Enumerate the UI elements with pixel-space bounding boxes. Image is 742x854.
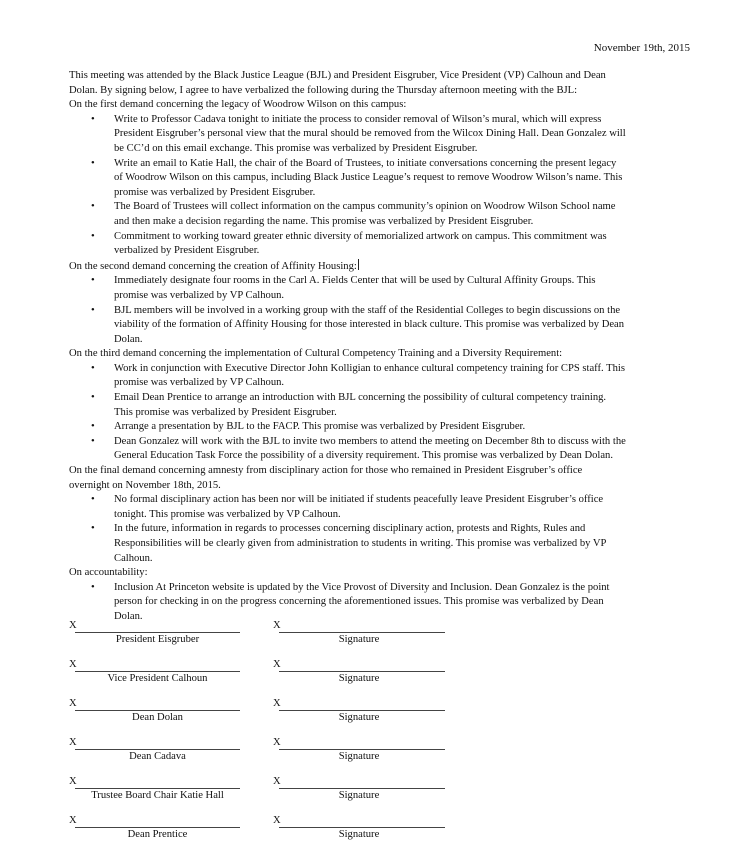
signature-line[interactable] [279, 632, 445, 633]
x-mark: X [273, 737, 281, 748]
list-item [69, 274, 694, 303]
item-line: promise was verbalized by President Eisgruber. [114, 186, 316, 198]
signer-name: Vice President Calhoun [107, 673, 208, 684]
section-accountability [69, 566, 694, 624]
signature-row [69, 620, 479, 659]
list-item [69, 581, 694, 625]
signature-label: Signature [338, 751, 380, 762]
signature-row [69, 815, 479, 854]
item-line: • In the future, information in regards to processes concerning disciplinary action, protests and Rights, Rules and [114, 523, 586, 535]
list-item [69, 435, 694, 464]
signer-name: Dean Dolan [132, 712, 183, 723]
section-heading [69, 259, 694, 275]
x-mark: X [273, 698, 281, 709]
signature-label: Signature [338, 712, 380, 723]
signature-label: Signature [338, 634, 380, 645]
section-second-demand [69, 259, 694, 348]
x-mark: X [273, 620, 281, 631]
x-mark: X [69, 698, 77, 709]
signature-block [69, 620, 479, 854]
signature-label: Signature [338, 673, 380, 684]
list-item [69, 157, 694, 201]
signature-line[interactable] [75, 788, 240, 789]
list-item [69, 493, 694, 522]
item-line: This promise was verbalized by President Eisgruber. [114, 406, 337, 418]
item-line: • BJL members will be involved in a working group with the staff of the Residential Colleges to begin discussions on the [114, 304, 621, 316]
item-line: • Arrange a presentation by BJL to the FACP. This promise was verbalized by President Eisgruber. [114, 421, 526, 433]
signature-line[interactable] [279, 671, 445, 672]
document-date: November 19th, 2015 [593, 42, 690, 54]
bullet-list [69, 113, 694, 259]
signer-name: Trustee Board Chair Katie Hall [91, 790, 224, 801]
signature-line[interactable] [279, 788, 445, 789]
signature-line[interactable] [75, 671, 240, 672]
item-line: • Inclusion At Princeton website is updated by the Vice Provost of Diversity and Inclusion. Dean Gonzalez is the point [114, 581, 610, 593]
list-item [69, 230, 694, 259]
bullet-list [69, 581, 694, 625]
item-line: • Work in conjunction with Executive Director John Kolligian to enhance cultural competency training for CPS staff. This [114, 362, 625, 374]
text-cursor [358, 259, 359, 270]
section-heading-text: On the second demand concerning the creation of Affinity Housing: [69, 260, 357, 272]
x-mark: X [69, 659, 77, 670]
item-line: • Write an email to Katie Hall, the chair of the Board of Trustees, to initiate conversations concerning the present legacy [114, 157, 617, 169]
signature-row [69, 737, 479, 776]
signature-line[interactable] [75, 749, 240, 750]
item-line: and then make a decision regarding the name. This promise was verbalized by President Eisgruber. [114, 215, 534, 227]
section-heading: On the third demand concerning the implementation of Cultural Competency Training and a Diversity Requirement: [69, 348, 563, 360]
item-line: • Email Dean Prentice to arrange an introduction with BJL concerning the possibility of cultural competency training. [114, 392, 607, 404]
x-mark: X [69, 776, 77, 787]
list-item [69, 113, 694, 157]
item-line: Responsibilities will be clearly given from administration to students in writing. This promise was verbalized by VP [114, 538, 607, 549]
item-line: President Eisgruber’s personal view that the mural should be removed from the Wilcox Dining Hall. Dean Gonzalez will [114, 128, 626, 140]
item-line: Dolan. [114, 610, 143, 622]
item-line: be CC’d on this email exchange. This promise was verbalized by President Eisgruber. [114, 142, 478, 154]
signer-name: Dean Prentice [127, 829, 188, 840]
signature-row [69, 776, 479, 815]
signature-label: Signature [338, 790, 380, 801]
item-line: • Write to Professor Cadava tonight to initiate the process to consider removal of Wilson’s mural, which will express [114, 113, 602, 125]
item-line: promise was verbalized by VP Calhoun. [114, 377, 285, 389]
item-line: • Commitment to working toward greater ethnic diversity of memorialized artwork on campus. This commitment was [114, 230, 607, 242]
x-mark: X [273, 659, 281, 670]
x-mark: X [69, 815, 77, 826]
item-line: General Education Task Force the possibility of a diversity requirement. This promise was verbalized by Dean Dolan. [114, 450, 613, 462]
item-line: of Woodrow Wilson on this campus, including Black Justice League’s request to remove Woodrow Wilson’s name. This [114, 172, 623, 184]
list-item [69, 420, 694, 435]
x-mark: X [273, 776, 281, 787]
x-mark: X [69, 620, 77, 631]
item-line: Calhoun. [114, 552, 153, 564]
section-third-demand [69, 347, 694, 464]
item-line: verbalized by President Eisgruber. [114, 245, 260, 257]
x-mark: X [273, 815, 281, 826]
list-item [69, 362, 694, 391]
signature-row [69, 698, 479, 737]
list-item [69, 522, 694, 566]
item-line: promise was verbalized by VP Calhoun. [114, 289, 285, 301]
document-body [69, 69, 694, 625]
section-heading: On accountability: [69, 567, 148, 579]
signer-name: President Eisgruber [115, 634, 200, 645]
section-heading: On the final demand concerning amnesty from disciplinary action for those who remained in President Eisgruber’s office [69, 465, 583, 477]
x-mark: X [69, 737, 77, 748]
item-line: • Dean Gonzalez will work with the BJL to invite two members to attend the meeting on December 8th to discuss with the [114, 435, 626, 447]
signature-line[interactable] [279, 827, 445, 828]
signer-name: Dean Cadava [129, 751, 186, 762]
item-line: Dolan. [114, 333, 143, 345]
section-heading-continued: overnight on November 18th, 2015. [69, 479, 221, 491]
bullet-list [69, 493, 694, 566]
signature-line[interactable] [279, 749, 445, 750]
bullet-list [69, 274, 694, 347]
intro-line: This meeting was attended by the Black Justice League (BJL) and President Eisgruber, Vice President (VP) Calhoun and Dean [69, 70, 606, 81]
item-line: viability of the formation of Affinity Housing for those interested in black culture. This promise was verbalized by Dean [114, 319, 625, 331]
bullet-list [69, 362, 694, 464]
item-line: • No formal disciplinary action has been nor will be initiated if students peacefully leave President Eisgruber’s office [114, 494, 604, 506]
section-heading: On the first demand concerning the legacy of Woodrow Wilson on this campus: [69, 99, 407, 111]
item-line: • The Board of Trustees will collect information on the campus community’s opinion on Woodrow Wilson School name [114, 201, 616, 213]
section-final-demand [69, 464, 694, 566]
section-first-demand [69, 98, 694, 259]
signature-line[interactable] [75, 827, 240, 828]
item-line: person for checking in on the progress concerning the aforementioned issues. This promise was verbalized by Dean [114, 596, 604, 608]
item-line: • Immediately designate four rooms in the Carl A. Fields Center that will be used by Cultural Affinity Groups. This [114, 275, 596, 287]
list-item [69, 304, 694, 348]
signature-label: Signature [338, 829, 380, 840]
list-item [69, 391, 694, 420]
signature-row [69, 659, 479, 698]
signature-line[interactable] [75, 710, 240, 711]
list-item [69, 200, 694, 229]
intro-line: Dolan. By signing below, I agree to have verbalized the following during the Thursday afternoon meeting with the BJL: [69, 84, 578, 96]
signature-line[interactable] [279, 710, 445, 711]
item-line: tonight. This promise was verbalized by VP Calhoun. [114, 508, 341, 520]
signature-line[interactable] [75, 632, 240, 633]
